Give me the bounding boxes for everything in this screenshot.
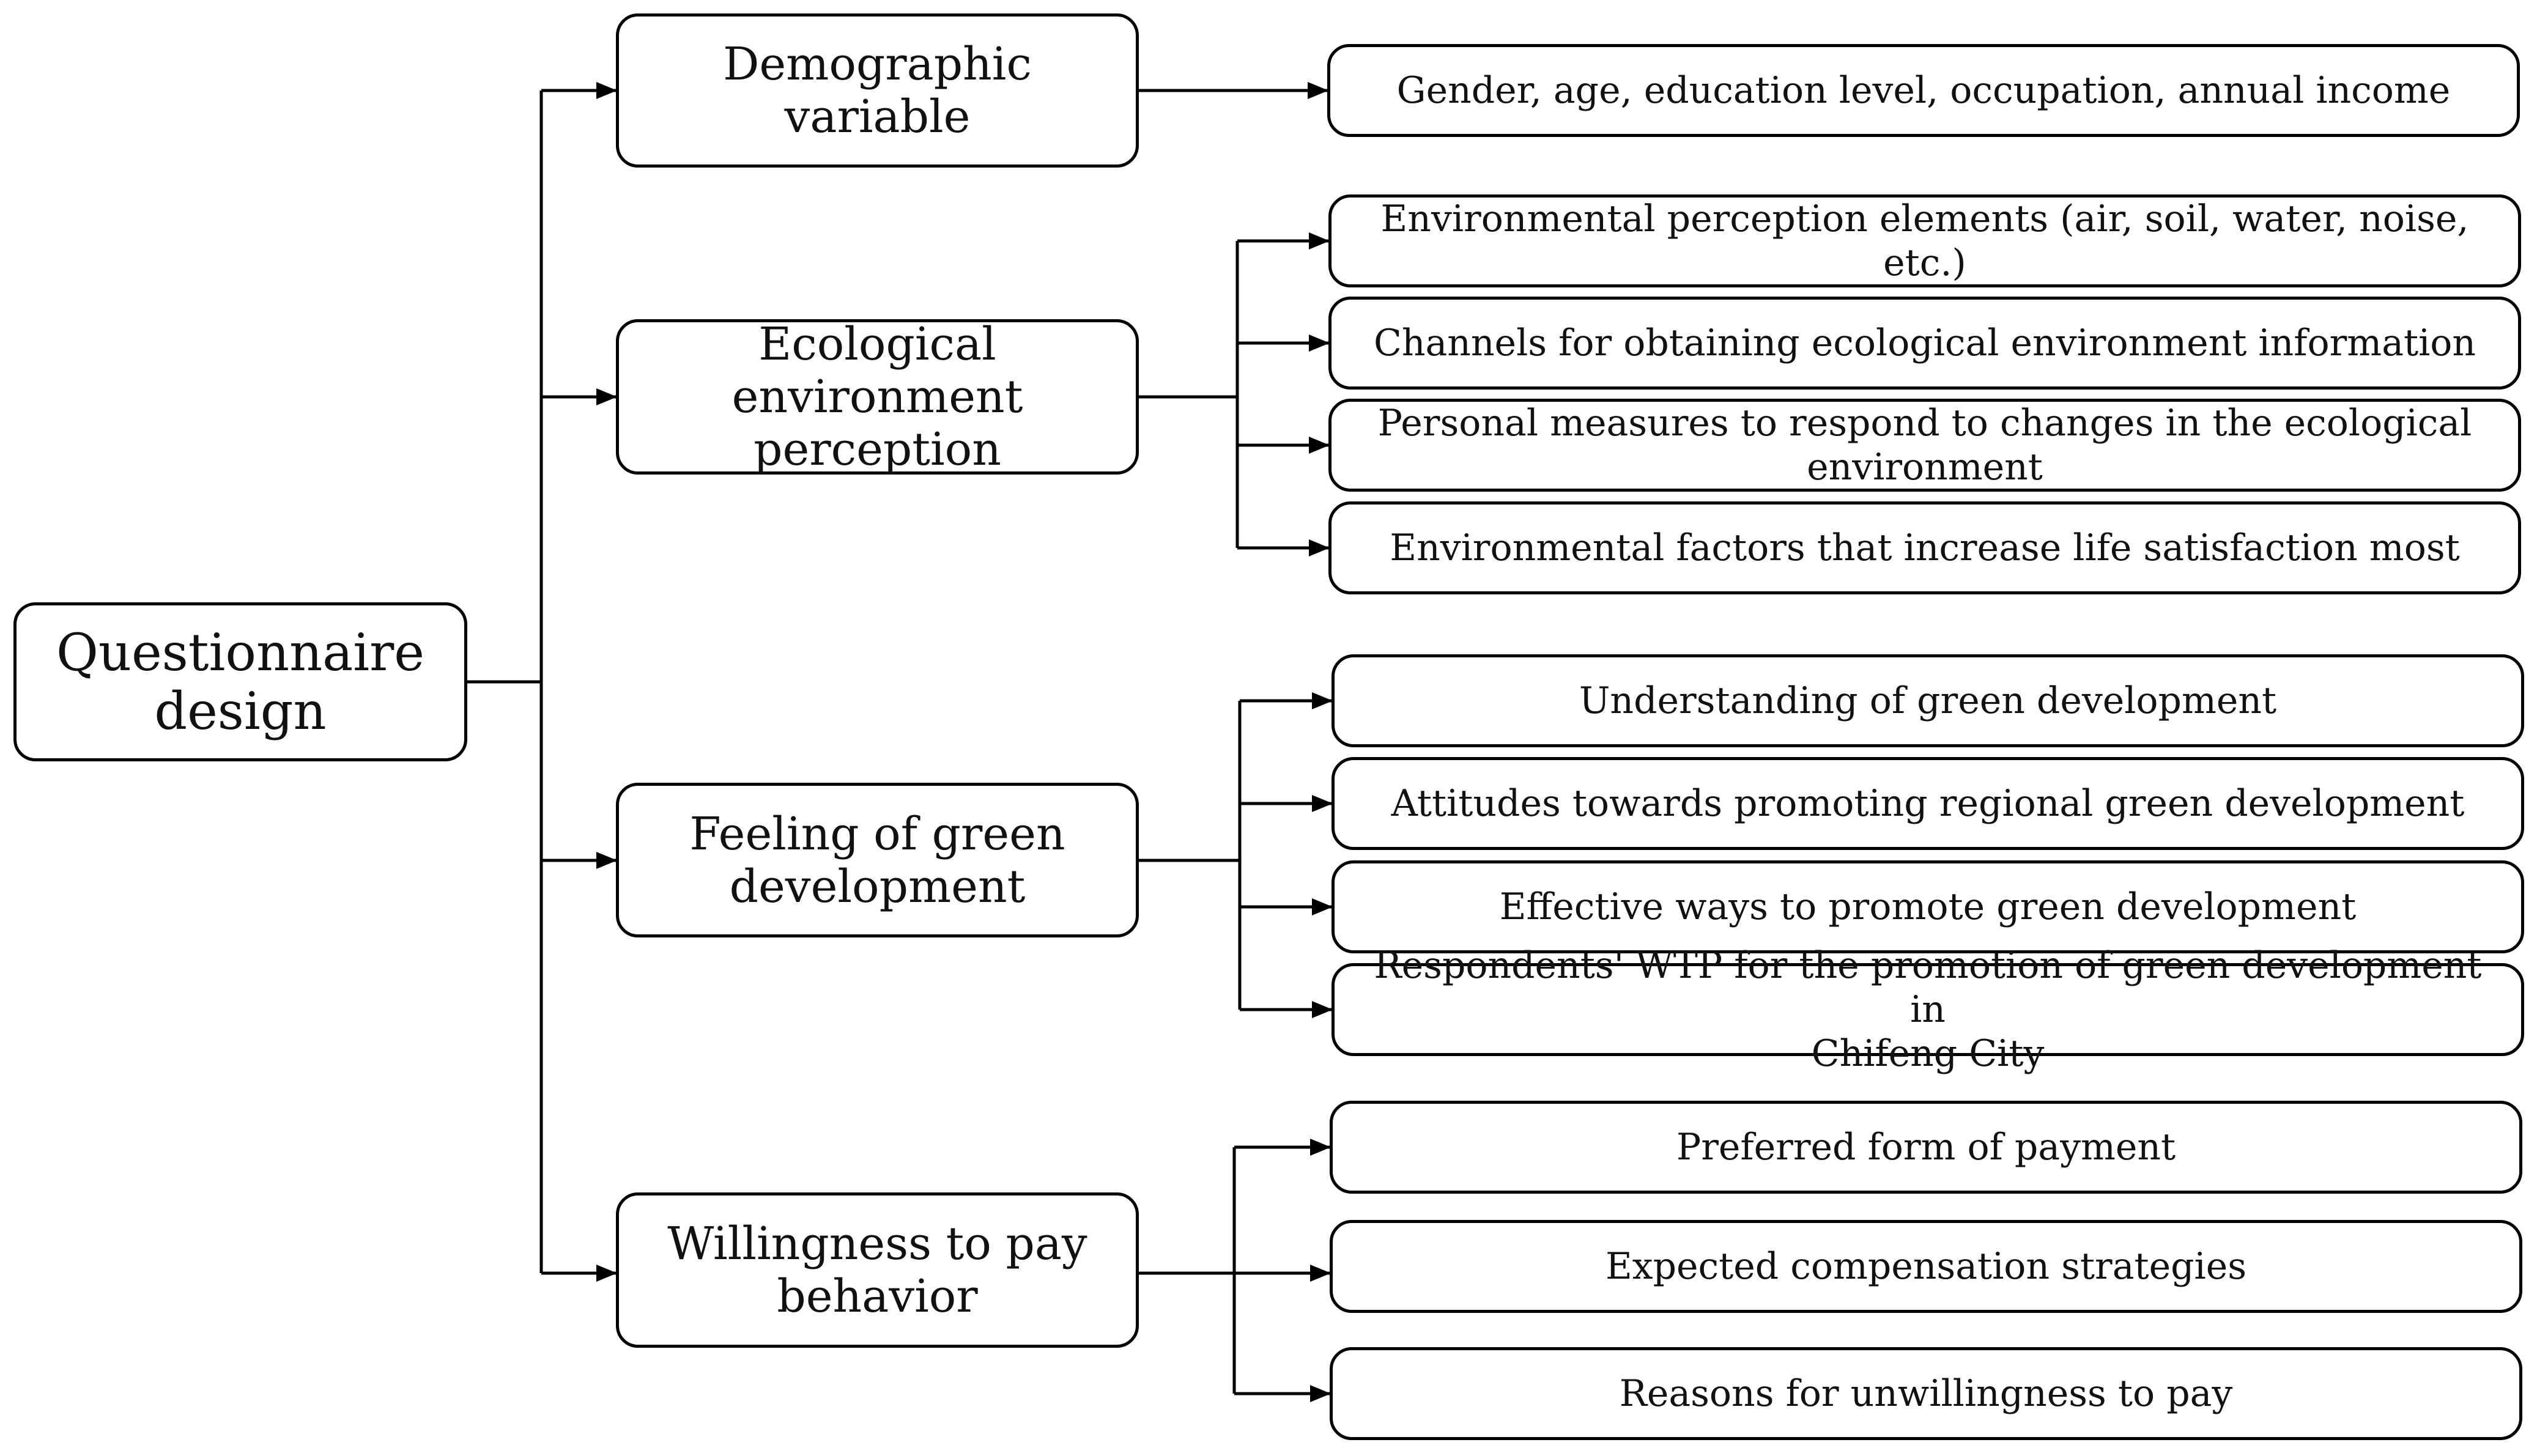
item-node-respondents-wtp (1331, 944, 2524, 1075)
category-label: Demographic variable (723, 38, 1032, 143)
category-node-feeling-of-green-development (616, 783, 1139, 937)
category-node-willingness-to-pay-behavior (616, 1192, 1139, 1348)
item-label: Environmental perception elements (air, soil, water, noise, etc.) (1380, 198, 2469, 284)
item-node-environmental-perception-elements (1328, 194, 2521, 287)
item-label: Preferred form of payment (1676, 1126, 2176, 1169)
item-node-personal-measures (1328, 399, 2521, 492)
category-label: Feeling of green development (689, 807, 1065, 913)
item-node-expected-compensation (1330, 1220, 2522, 1313)
category-node-ecological-environment-perception (616, 319, 1139, 475)
item-label: Attitudes towards promoting regional green development (1391, 782, 2465, 825)
item-node-understanding-green-development (1331, 654, 2524, 747)
category-node-demographic-variable (616, 13, 1139, 168)
item-node-demographic-attributes (1327, 44, 2520, 137)
item-node-information-channels (1328, 297, 2521, 390)
item-label: Reasons for unwillingness to pay (1619, 1372, 2233, 1415)
item-node-life-satisfaction-factors (1328, 501, 2521, 594)
item-node-preferred-payment-form (1330, 1101, 2522, 1194)
item-label: Personal measures to respond to changes in the ecological environment (1377, 402, 2472, 489)
root-label: Questionnaire design (56, 623, 424, 741)
item-label: Effective ways to promote green development (1499, 885, 2357, 928)
item-label: Expected compensation strategies (1605, 1245, 2246, 1288)
item-label: Channels for obtaining ecological environment information (1373, 322, 2476, 364)
item-label: Environmental factors that increase life satisfaction most (1390, 527, 2460, 569)
item-node-unwillingness-reasons (1330, 1347, 2522, 1440)
item-node-attitudes-regional-green-development (1331, 757, 2524, 850)
category-label: Willingness to pay behavior (667, 1218, 1087, 1323)
item-label: Respondents' WTP for the promotion of green development in Chifeng City (1374, 944, 2482, 1075)
category-label: Ecological environment perception (731, 318, 1023, 476)
item-label: Gender, age, education level, occupation, annual income (1396, 69, 2451, 112)
item-label: Understanding of green development (1579, 679, 2277, 722)
root-node-questionnaire-design (13, 602, 467, 761)
item-node-effective-ways (1331, 860, 2524, 953)
